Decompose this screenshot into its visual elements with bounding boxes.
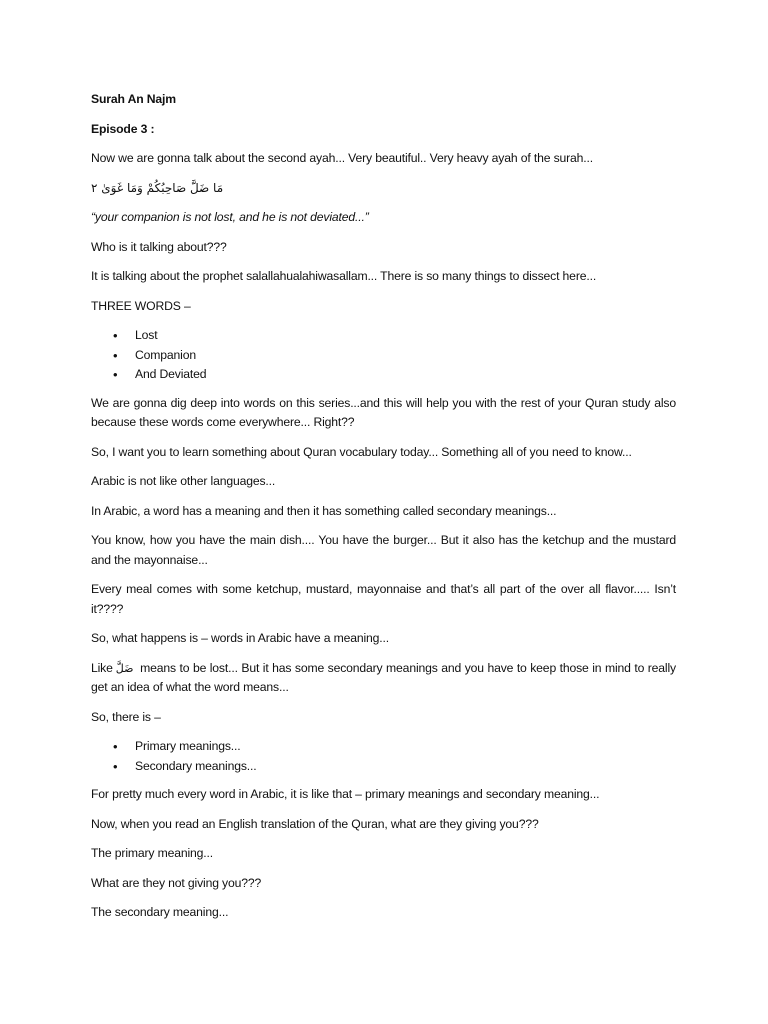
three-words-heading: THREE WORDS – — [91, 298, 191, 313]
three-words-list — [91, 326, 676, 385]
document-page — [91, 90, 676, 933]
paragraph-secondary-meanings: In Arabic, a word has a meaning and then it has something called secondary meanings... — [91, 503, 557, 518]
episode-heading: Episode 3 : — [91, 121, 155, 136]
paragraph-translation-question: Now, when you read an English translation of the Quran, what are they giving you??? — [91, 816, 539, 831]
paragraph-what-happens: So, what happens is – words in Arabic have a meaning... — [91, 631, 389, 645]
list-item: • Secondary meanings... — [91, 757, 676, 777]
paragraph-intro: Now we are gonna talk about the second ayah... Very beautiful.. Very heavy ayah of the surah... — [91, 151, 594, 165]
list-item: • Companion — [91, 346, 676, 366]
paragraph-vocabulary: So, I want you to learn something about Quran vocabulary today... Something all of you need to know... — [91, 444, 632, 459]
paragraph-main-dish: You know, how you have the main dish.... You have the burger... But it also has the ketchup and the mustard and the mayonnaise... — [91, 533, 676, 567]
paragraph-not-giving: What are they not giving you??? — [91, 875, 262, 890]
paragraph-every-word: For pretty much every word in Arabic, it is like that – primary meanings and secondary meaning... — [91, 787, 600, 801]
word-dalla-arabic: ضَلَّ — [115, 661, 134, 675]
like-text: Like — [91, 660, 113, 675]
list-item: • Primary meanings... — [91, 737, 676, 757]
document-title: Surah An Najm — [91, 92, 176, 106]
paragraph-so-there-is: So, there is – — [91, 709, 161, 724]
paragraph-every-meal: Every meal comes with some ketchup, mustard, mayonnaise and that’s all part of the over all flavor..... Isn’t it???? — [91, 582, 676, 616]
paragraph-secondary-answer: The secondary meaning... — [91, 905, 229, 919]
paragraph-prophet: It is talking about the prophet salallahualahiwasallam... There is so many things to dissect here... — [91, 269, 597, 283]
paragraph-question: Who is it talking about??? — [91, 239, 227, 254]
list-item: • Lost — [91, 326, 676, 346]
ayah-arabic: مَا ضَلَّ صَاحِبُكُمْ وَمَا غَوَىٰ ٢ — [91, 180, 224, 195]
meanings-list — [91, 737, 676, 776]
list-item: • And Deviated — [91, 365, 676, 385]
like-explanation: means to be lost... But it has some secondary meanings and you have to keep those in mind to really get an idea of what the word means... — [91, 660, 676, 694]
ayah-translation: “your companion is not lost, and he is not deviated...” — [91, 210, 369, 224]
paragraph-arabic-languages: Arabic is not like other languages... — [91, 474, 276, 488]
paragraph-primary-answer: The primary meaning... — [91, 846, 214, 860]
paragraph-dig-deep: We are gonna dig deep into words on this series...and this will help you with the rest of your Quran study also because these words come everywhere... Right?? — [91, 395, 676, 429]
paragraph-like-dalla — [91, 659, 676, 698]
